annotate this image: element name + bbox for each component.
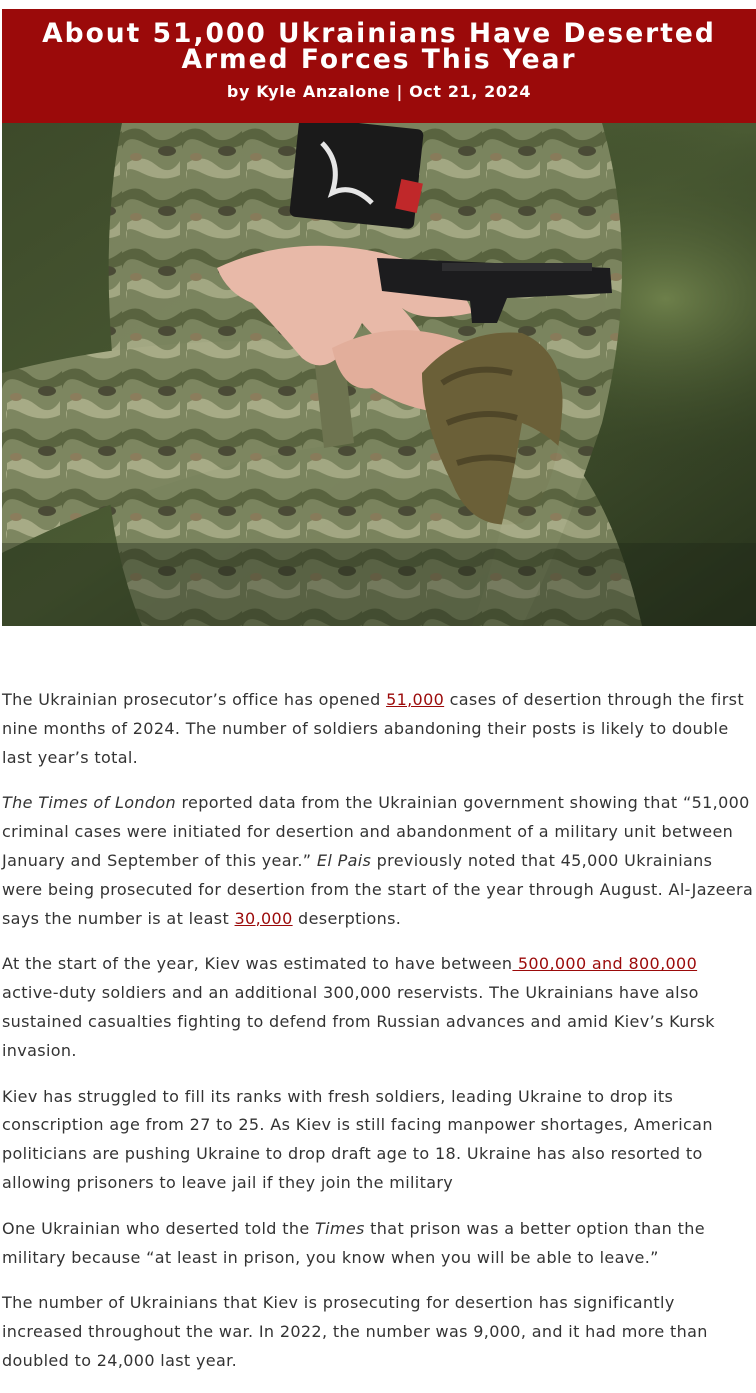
paragraph-2 <box>2 789 754 933</box>
paragraph-text: The Ukrainian prosecutor’s office has opened <box>2 690 387 709</box>
link-51000-cases[interactable]: 51,000 <box>386 690 445 709</box>
author-prefix: by <box>226 82 251 101</box>
paragraph-text: deserptions. <box>292 908 402 928</box>
paragraph-text: The number of Ukrainians that Kiev is prosecuting for desertion has significantly increased throughout the war. In 2022, the number was 9,000, and it had more than doubled to 24,000 last year. <box>2 1293 708 1370</box>
paragraph-text: cases of desertion through the first nine months of 2024. The number of soldiers abandoning their posts is likely to double last year’s total. <box>2 690 744 767</box>
paragraph-text: previously noted that 45,000 Ukrainians were being prosecuted for desertion from the start of the year through August. Al-Jazeera says the number is at least <box>2 850 754 928</box>
author-link[interactable]: Kyle Anzalone <box>256 82 391 101</box>
page-title: About 51,000 Ukrainians Have Deserted Armed Forces This Year <box>42 18 716 75</box>
paragraph-6 <box>2 1289 754 1375</box>
hero-image <box>2 123 756 626</box>
byline-separator: | <box>396 82 403 101</box>
paragraph-text: At the start of the year, Kiev was estimated to have between <box>2 954 513 974</box>
link-30000-desertions[interactable]: 30,000 <box>234 908 293 928</box>
publication-name: Times <box>315 1218 365 1238</box>
paragraph-3 <box>2 950 754 1065</box>
paragraph-5 <box>2 1215 754 1273</box>
paragraph-1 <box>2 686 754 772</box>
paragraph-text: that prison was a better option than the military because “at least in prison, you know when you will be able to leave.” <box>2 1218 705 1267</box>
byline <box>2 82 756 102</box>
soldier-pistol-photo <box>2 123 756 626</box>
article-header <box>2 9 756 123</box>
link-troop-estimate[interactable]: 500,000 and 800,000 <box>512 954 698 974</box>
publish-date: Oct 21, 2024 <box>409 82 532 101</box>
paragraph-text: Kiev has struggled to fill its ranks with fresh soldiers, leading Ukraine to drop its conscription age from 27 to 25. As Kiev is still facing manpower shortages, American politicians are pushing Ukraine to drop draft age to 18. Ukraine has also resorted to allowing prisoners to leave jail if they join the military <box>2 1086 713 1192</box>
paragraph-4 <box>2 1083 754 1198</box>
publication-name: The Times of London <box>2 793 177 813</box>
publication-name: El Pais <box>316 850 372 870</box>
paragraph-text: active-duty soldiers and an additional 300,000 reservists. The Ukrainians have also sustained casualties fighting to defend from Russian advances and amid Kiev’s Kursk invasion. <box>2 983 715 1060</box>
paragraph-text: reported data from the Ukrainian government showing that “51,000 criminal cases were initiated for desertion and abandonment of a military unit between January and September of this year.” <box>2 793 750 870</box>
paragraph-text: One Ukrainian who deserted told the <box>2 1218 315 1238</box>
article-body <box>2 686 754 1393</box>
